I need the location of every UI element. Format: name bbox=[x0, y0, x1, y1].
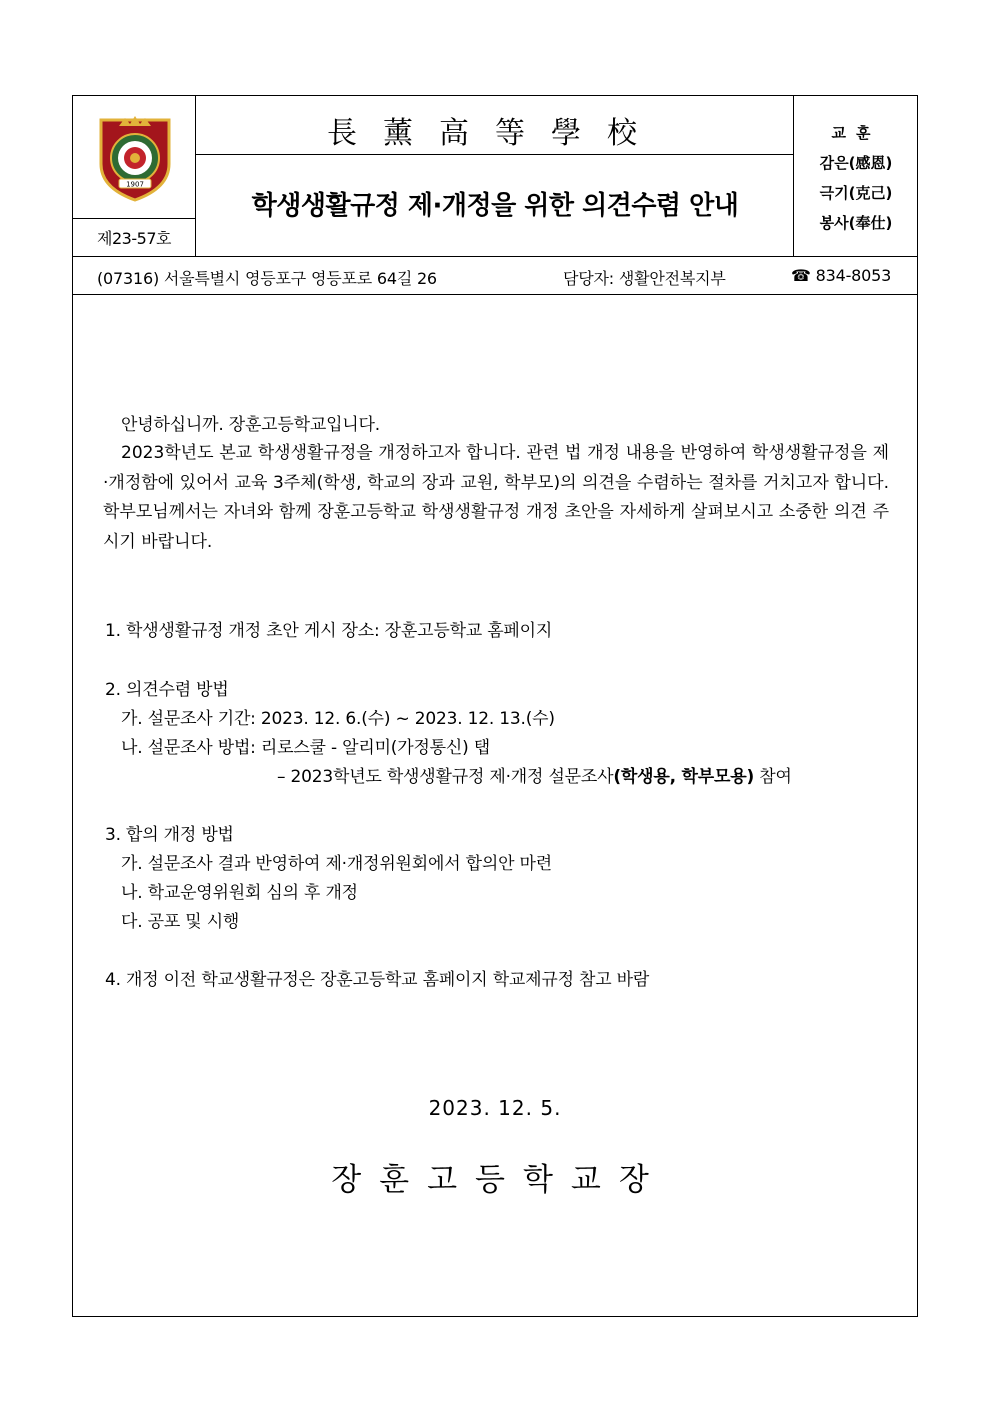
phone-number: 834-8053 bbox=[815, 266, 892, 285]
survey-detail-text: – 2023학년도 학생생활규정 제·개정 설문조사 bbox=[277, 767, 614, 787]
document-frame bbox=[72, 95, 918, 1317]
principal-signature: 장훈고등학교장 bbox=[331, 1162, 667, 1198]
manager-department: 담당자: 생활안전복지부 bbox=[563, 269, 726, 288]
header-bottom-divider bbox=[73, 256, 917, 257]
school-name-hanja: 長薰高等學校 bbox=[327, 116, 663, 151]
item-3-c: 다. 공포 및 시행 bbox=[121, 912, 240, 932]
logo-year-text: 1907 bbox=[126, 180, 144, 189]
school-emblem-logo bbox=[95, 112, 175, 202]
intro-paragraph: 2023학년도 본교 학생생활규정을 개정하고자 합니다. 관련 법 개정 내용을 반영하여 학생생활규정을 제·개정함에 있어서 교육 3주체(학생, 학교의 장과 교원, 학부모)의 의견을 수렴하는 절차를 거치고자 합니다. 학부모님께서는 자녀와 함께 장훈고등학교 학생생활규정 개정 초안을 자세하게 살펴보시고 소중한 의견 주시기 바랍니다. bbox=[103, 443, 889, 552]
greeting-text: 안녕하십니까. 장훈고등학교입니다. bbox=[121, 415, 380, 435]
school-motto bbox=[795, 118, 917, 238]
motto-item-3: 봉사(奉仕) bbox=[819, 214, 893, 232]
survey-target-bold: (학생용, 학부모용) bbox=[613, 767, 755, 787]
docno-divider bbox=[73, 218, 195, 219]
item-3: 3. 합의 개정 방법 bbox=[105, 825, 234, 845]
item-2: 2. 의견수렴 방법 bbox=[105, 680, 229, 700]
document-title: 학생생활규정 제·개정을 위한 의견수렴 안내 bbox=[251, 191, 739, 221]
school-address: (07316) 서울특별시 영등포구 영등포로 64길 26 bbox=[97, 269, 437, 288]
item-2-b: 나. 설문조사 방법: 리로스쿨 - 알리미(가정통신) 탭 bbox=[121, 738, 490, 758]
item-2-a: 가. 설문조사 기간: 2023. 12. 6.(수) ~ 2023. 12. 13.(수) bbox=[121, 709, 555, 729]
survey-detail-suffix: 참여 bbox=[754, 767, 792, 787]
item-2-b-detail bbox=[277, 762, 792, 787]
item-3-b: 나. 학교운영위원회 심의 후 개정 bbox=[121, 883, 358, 903]
motto-item-1: 감은(感恩) bbox=[819, 154, 893, 172]
phone-contact bbox=[791, 266, 891, 285]
motto-heading: 교훈 bbox=[831, 124, 881, 142]
contact-bottom-divider bbox=[73, 294, 917, 295]
motto-item-2: 극기(克己) bbox=[819, 184, 893, 202]
telephone-icon: ☎ bbox=[791, 266, 811, 285]
title-divider bbox=[195, 154, 793, 155]
document-number: 제23-57호 bbox=[97, 229, 171, 248]
motto-column-divider bbox=[793, 96, 794, 256]
issue-date: 2023. 12. 5. bbox=[428, 1096, 562, 1120]
item-4: 4. 개정 이전 학교생활규정은 장훈고등학교 홈페이지 학교제규정 참고 바람 bbox=[105, 970, 650, 990]
item-3-a: 가. 설문조사 결과 반영하여 제·개정위원회에서 합의안 마련 bbox=[121, 854, 552, 874]
item-1: 1. 학생생활규정 개정 초안 게시 장소: 장훈고등학교 홈페이지 bbox=[105, 621, 553, 641]
logo-column-divider bbox=[195, 96, 196, 256]
